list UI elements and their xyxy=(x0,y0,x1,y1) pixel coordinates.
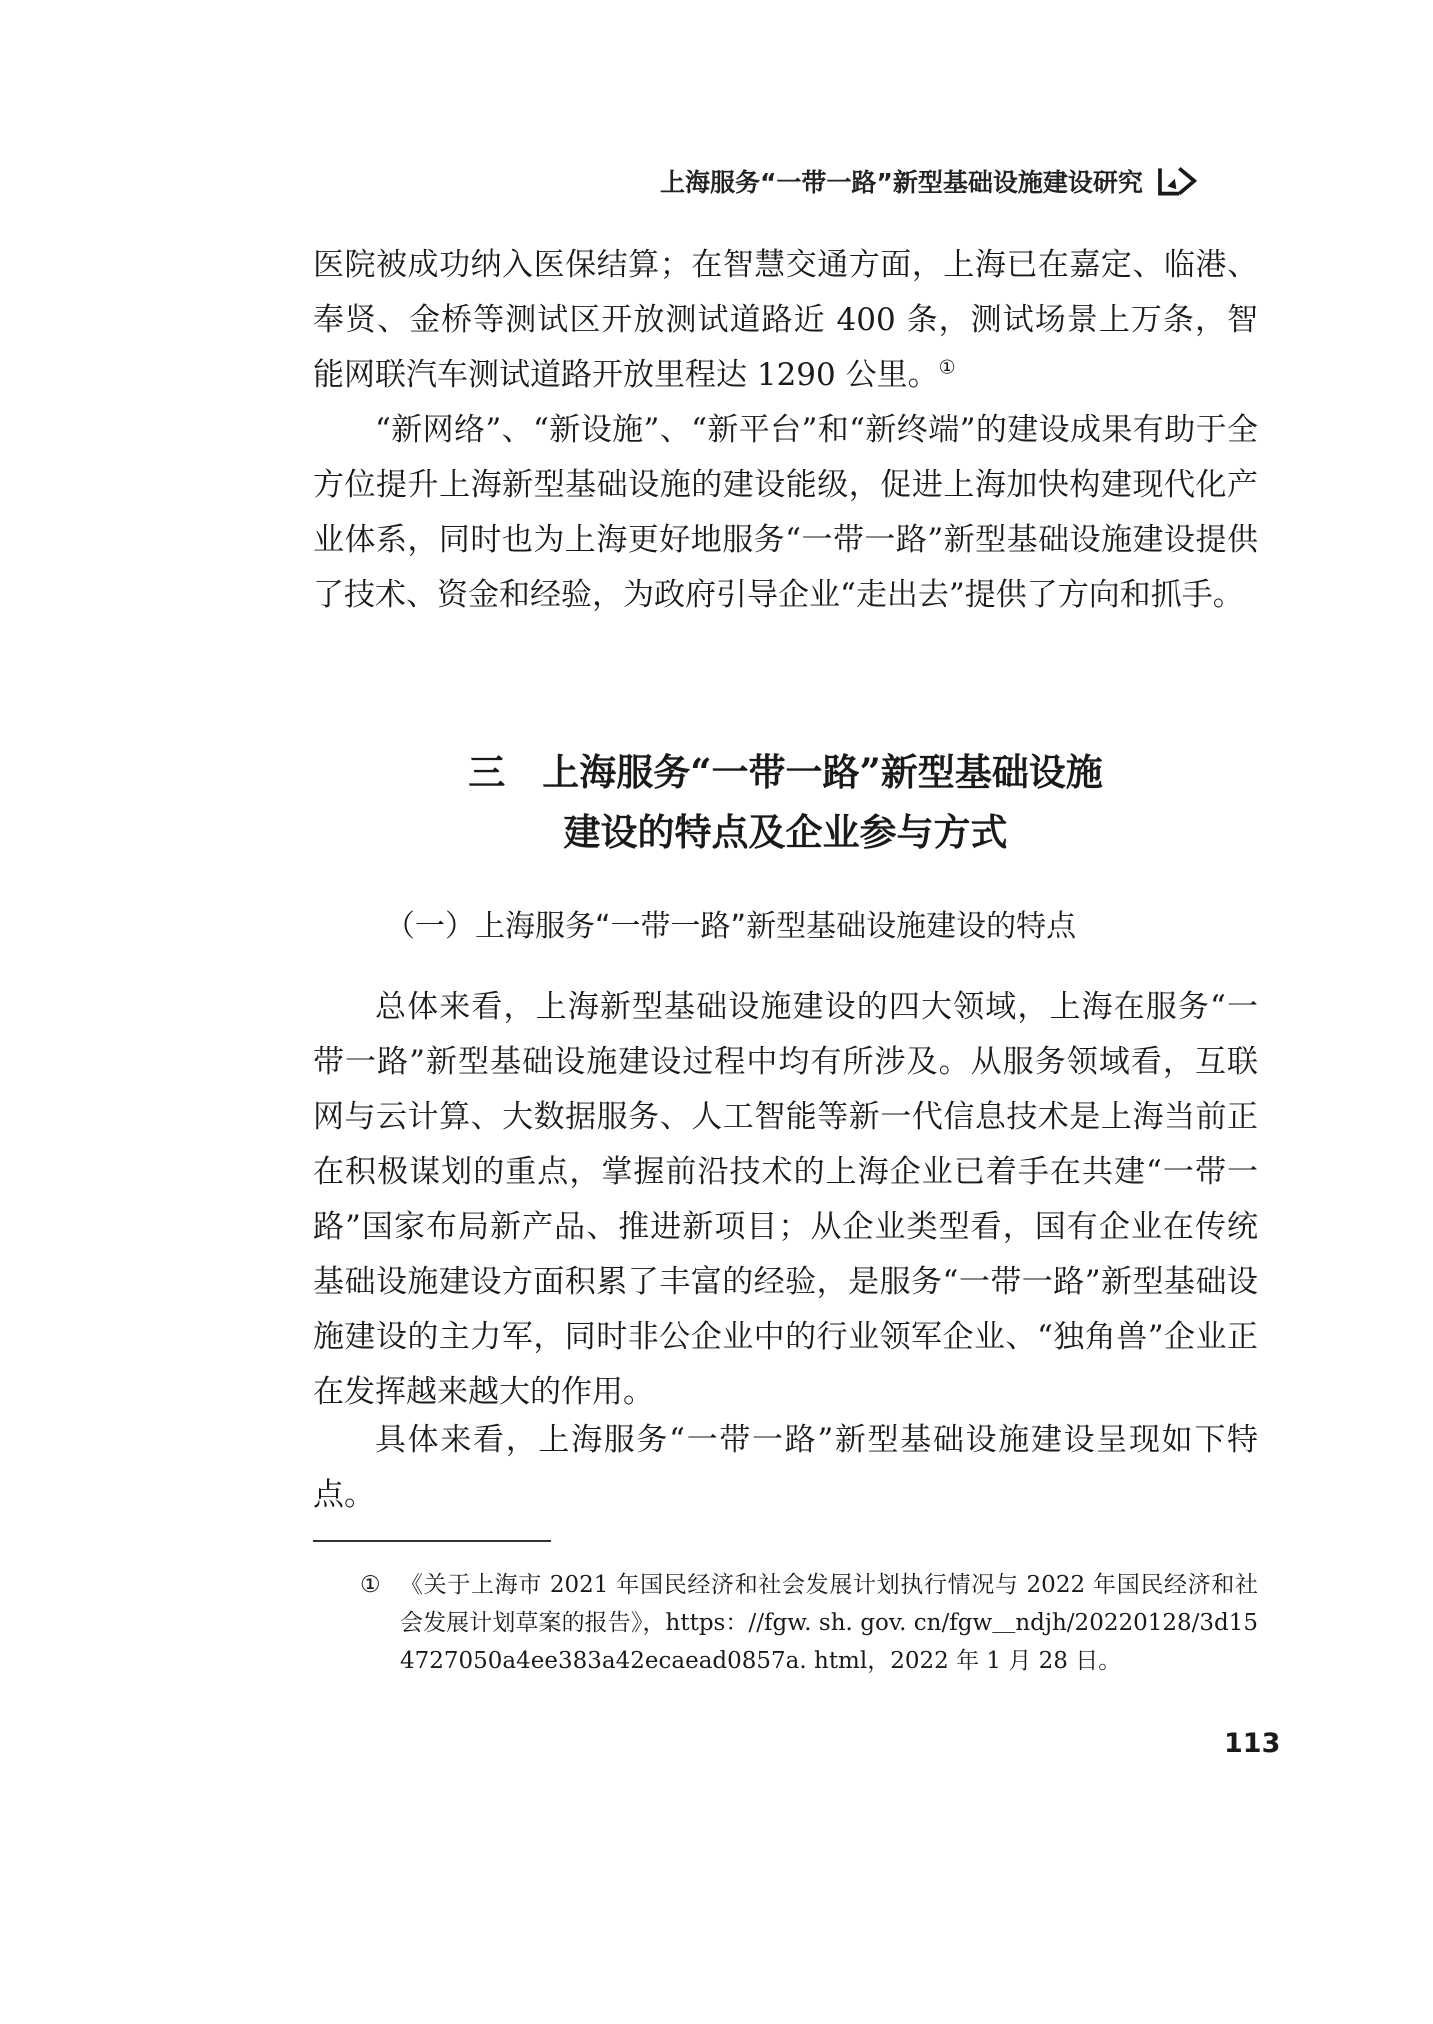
paragraph-continuation xyxy=(313,238,1258,403)
section-heading-line-2: 建设的特点及企业参与方式 xyxy=(563,810,1008,854)
paragraph-4: 具体来看，上海服务“一带一路”新型基础设施建设呈现如下特点。 xyxy=(313,1422,1258,1513)
subsection-heading: （一）上海服务“一带一路”新型基础设施建设的特点 xyxy=(385,909,1077,944)
running-header xyxy=(660,158,1200,204)
paragraph-1-text: 医院被成功纳入医保结算；在智慧交通方面，上海已在嘉定、临港、奉贤、金桥等测试区开放测试道路近 400 条，测试场景上万条，智能网联汽车测试道路开放里程达 1290 公里。 xyxy=(313,247,1258,393)
footnote-mark: ① xyxy=(360,1572,381,1598)
footnote-divider xyxy=(313,1540,551,1542)
running-header-title: 上海服务“一带一路”新型基础设施建设研究 xyxy=(660,168,1143,197)
page-number: 113 xyxy=(1224,1728,1281,1759)
paragraph-2: “新网络”、“新设施”、“新平台”和“新终端”的建设成果有助于全方位提升上海新型基础设施的建设能级，促进上海加快构建现代化产业体系，同时也为上海更好地服务“一带一路”新型基础设施建设提供了技术、资金和经验，为政府引导企业“走出去”提供了方向和抓手。 xyxy=(313,412,1258,613)
footnote-text: 《关于上海市 2021 年国民经济和社会发展计划执行情况与 2022 年国民经济和社会发展计划草案的报告》，https：//fgw. sh. gov. cn/fgw＿ndjh/20220128/3d154727050a4ee383a42ecaead0857a. html，2022 年 1 月 28 日。 xyxy=(400,1572,1258,1674)
paragraph-3: 总体来看，上海新型基础设施建设的四大领域，上海在服务“一带一路”新型基础设施建设过程中均有所涉及。从服务领域看，互联网与云计算、大数据服务、人工智能等新一代信息技术是上海当前正在积极谋划的重点，掌握前沿技术的上海企业已着手在共建“一带一路”国家布局新产品、推进新项目；从企业类型看，国有企业在传统基础设施建设方面积累了丰富的经验，是服务“一带一路”新型基础设施建设的主力军，同时非公企业中的行业领军企业、“独角兽”企业正在发挥越来越大的作用。 xyxy=(313,989,1258,1410)
footnote xyxy=(313,1566,1258,1680)
chapter-arrow-icon xyxy=(1157,158,1200,204)
section-heading-line-1: 三 上海服务“一带一路”新型基础设施 xyxy=(468,750,1103,794)
footnote-reference[interactable]: ① xyxy=(938,356,956,379)
